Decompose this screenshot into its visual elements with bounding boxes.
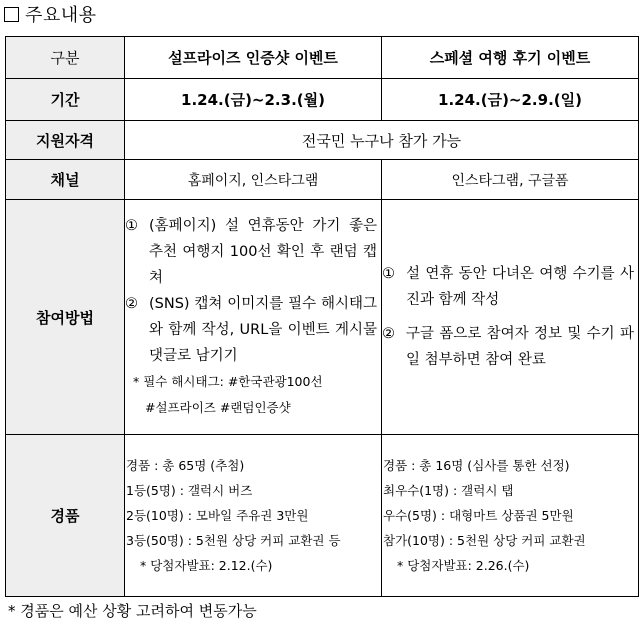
prize-event1: [125, 435, 382, 597]
period-label: 기간: [6, 79, 125, 121]
step-number: ①: [125, 218, 138, 234]
step-text: (SNS) 캡쳐 이미지를 필수 해시태그와 함께 작성, URL을 이벤트 게시물 댓글로 남기기: [149, 296, 377, 364]
prize-line: 경품 : 총 16명 (심사를 통한 선정): [383, 458, 570, 473]
prize-event2: [382, 435, 639, 597]
table-header-row: [6, 37, 639, 79]
prize-line: 경품 : 총 65명 (추첨): [126, 458, 245, 473]
checkbox-square-icon: [4, 7, 19, 22]
method-row: [6, 200, 639, 435]
prize-line: 우수(5명) : 대형마트 상품권 5만원: [383, 508, 574, 523]
eligibility-value: 전국민 누구나 참가 가능: [125, 121, 639, 160]
header-event1: 설프라이즈 인증샷 이벤트: [125, 37, 382, 79]
eligibility-row: [6, 121, 639, 160]
step-text: 설 연휴 동안 다녀온 여행 수기를 사진과 함께 작성: [406, 266, 634, 308]
channel-event2: 인스타그램, 구글폼: [382, 160, 639, 200]
period-event2: 1.24.(금)~2.9.(일): [382, 79, 639, 121]
section-heading: [4, 1, 97, 27]
winner-announcement: * 당첨자발표: 2.12.(수): [140, 558, 273, 573]
prize-label: 경품: [6, 435, 125, 597]
method-event1-step1: [125, 213, 381, 291]
prize-line: 최우수(1명) : 갤럭시 탭: [383, 483, 514, 498]
prize-line: 3등(50명) : 5천원 상당 커피 교환권 등: [126, 533, 341, 548]
step-number: ①: [382, 266, 395, 282]
method-event1: [125, 200, 382, 435]
period-event1: 1.24.(금)~2.3.(월): [125, 79, 382, 121]
hashtag-note-cont: #설프라이즈 #랜덤인증샷: [145, 400, 291, 415]
step-text: 구글 폼으로 참여자 정보 및 수기 파일 첨부하면 참여 완료: [406, 326, 634, 368]
method-event2-step1: [382, 261, 638, 313]
channel-label: 채널: [6, 160, 125, 200]
method-event2-step2: [382, 321, 638, 373]
method-event1-step2: [125, 291, 381, 369]
prize-line: 2등(10명) : 모바일 주유권 3만원: [126, 508, 309, 523]
footnote: * 경품은 예산 상황 고려하여 변동가능: [8, 602, 257, 620]
method-event2: [382, 200, 639, 435]
channel-row: [6, 160, 639, 200]
winner-announcement: * 당첨자발표: 2.26.(수): [397, 558, 530, 573]
prize-line: 1등(5명) : 갤럭시 버즈: [126, 483, 253, 498]
step-number: ②: [125, 296, 138, 312]
channel-event1: 홈페이지, 인스타그램: [125, 160, 382, 200]
period-row: [6, 79, 639, 121]
header-category: 구분: [6, 37, 125, 79]
step-text: (홈페이지) 설 연휴동안 가기 좋은 추천 여행지 100선 확인 후 랜덤 캡쳐: [149, 218, 377, 286]
method-label: 참여방법: [6, 200, 125, 435]
step-number: ②: [382, 326, 395, 342]
header-event2: 스페셜 여행 후기 이벤트: [382, 37, 639, 79]
prize-line: 참가(10명) : 5천원 상당 커피 교환권: [383, 533, 586, 548]
event-summary-table: [5, 36, 639, 597]
hashtag-note: * 필수 해시태그: #한국관광100선: [133, 374, 323, 389]
eligibility-label: 지원자격: [6, 121, 125, 160]
section-heading-text: 주요내용: [25, 5, 97, 26]
prize-row: [6, 435, 639, 597]
